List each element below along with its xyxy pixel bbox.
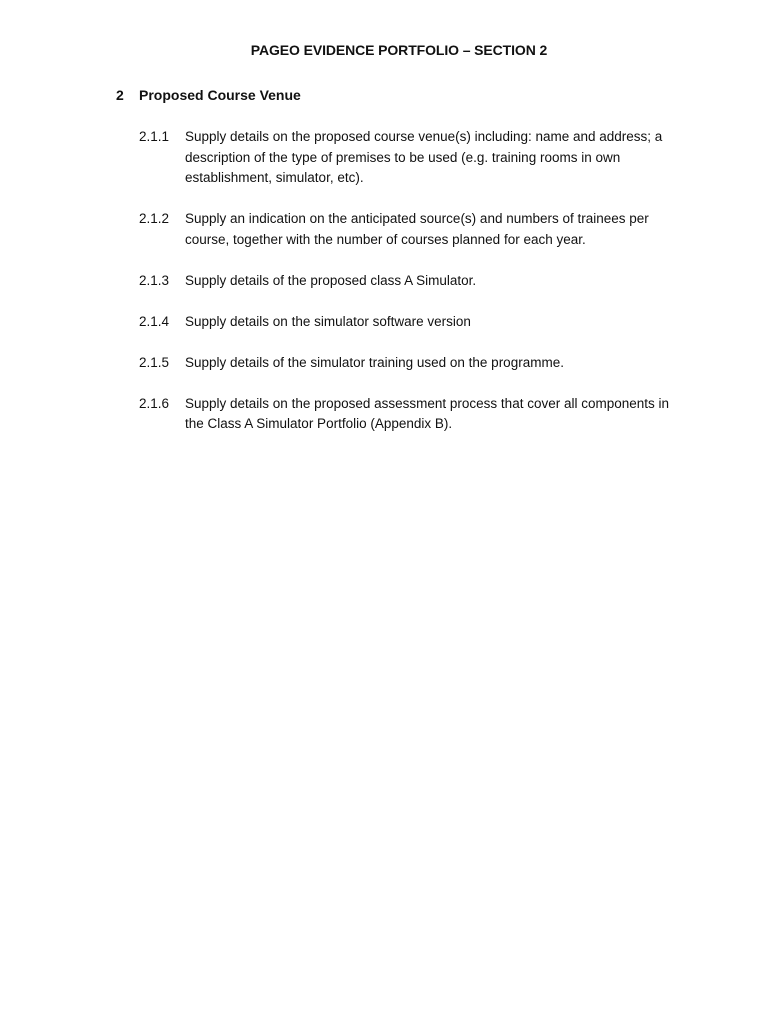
list-item [139, 312, 684, 333]
item-number: 2.1.1 [139, 129, 170, 144]
section-heading [116, 87, 301, 103]
item-number: 2.1.4 [139, 313, 170, 329]
item-text: Supply details on the proposed assessment process that cover all components in the Class A Simulator Portfolio (Appendix B). [185, 395, 670, 431]
list-item [139, 271, 684, 292]
list-item [139, 353, 684, 374]
item-number: 2.1.3 [139, 272, 170, 288]
item-number: 2.1.6 [139, 395, 170, 411]
item-text: Supply details on the proposed course venue(s) including: name and address; a description of the type of premises to be used (e.g. training rooms in own establishment, simulator, etc). [185, 129, 663, 185]
section-number: 2 [116, 87, 124, 103]
requirements-list [139, 127, 684, 455]
page-title: PAGEO EVIDENCE PORTFOLIO – SECTION 2 [250, 42, 548, 58]
item-number: 2.1.5 [139, 354, 170, 370]
item-text: Supply an indication on the anticipated source(s) and numbers of trainees per course, together with the number of courses planned for each year. [185, 211, 649, 247]
list-item [139, 209, 684, 250]
list-item [139, 394, 684, 435]
item-text: Supply details of the simulator training used on the programme. [185, 354, 564, 370]
item-number: 2.1.2 [139, 211, 170, 226]
list-item [139, 127, 684, 189]
item-text: Supply details of the proposed class A Simulator. [185, 272, 477, 288]
section-title: Proposed Course Venue [139, 87, 301, 103]
item-text: Supply details on the simulator software version [185, 313, 471, 329]
